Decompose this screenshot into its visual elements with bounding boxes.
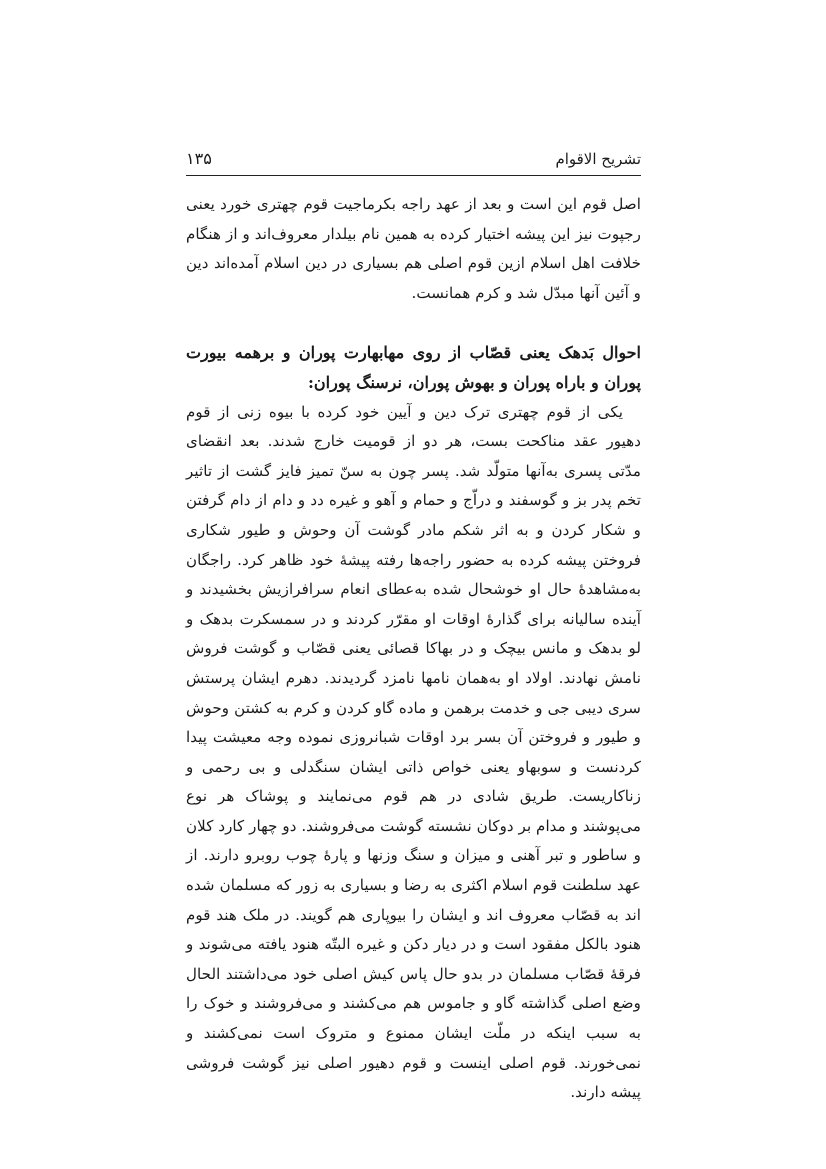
book-page	[186, 148, 641, 1108]
section-body-paragraph: یکی از قوم چهتری ترک دین و آیین خود کرده با بیوه زنی از قوم دهیور عقد مناکحت بست، هر دو از قومیت خارج شدند. بعد انقضای مدّتی پسری به‌آنها متولّد شد. پسر چون به سنّ تمیز فایز گشت از تاثیر تخم پدر بز و گوسفند و دراّج و حمام و آهو و غیره دد و دام از دام گرفتن و شکار کردن و به اثر شکم مادر گوشت آن وحوش و طیور شکاری فروختن پیشه کرده به حضور راجه‌ها رفته پیشهٔ خود ظاهر کرد. راجگان به‌مشاهدهٔ حال او خوشحال شده به‌عطای انعام سرافرازیش بخشیدند و آینده سالیانه برای گذارهٔ اوقات او مقرّر کردند و در سمسکرت بدهک و لو بدهک و مانس بیچک و در بهاکا قصائی یعنی قصّاب و گوشت فروش نامش نهادند. اولاد او به‌همان نامها نامزد گردیدند. دهرم ایشان پرستش سری دیبی جی و خدمت برهمن و ماده گاو کردن و کرم به کشتن وحوش و طیور و فروختن آن بسر برد اوقات شبانروزی نموده وجه معیشت پیدا کردنست و سوبهاو یعنی خواص ذاتی ایشان سنگدلی و بی رحمی و زناکاریست. طریق شادی در هم قوم می‌نمایند و پوشاک هر نوع می‌پوشند و مدام بر دوکان نشسته گوشت می‌فروشند. دو چهار کارد کلان و ساطور و تبر آهنی و میزان و سنگ وزنها و پارهٔ چوب روبرو دارند. از عهد سلطنت قوم اسلام اکثری به رضا و بسیاری به زور که مسلمان شده اند به قصّاب معروف اند و ایشان را بیوپاری هم گویند. در ملک هند قوم هنود بالکل مفقود است و در دیار دکن و غیره البتّه هنود یافته می‌شوند و فرقهٔ قصّاب مسلمان در بدو حال پاس کیش اصلی خود می‌داشتند الحال وضع اصلی گذاشته گاو و جاموس هم می‌کشند و می‌فروشند و خوک را به سبب اینکه در ملّت ایشان ممنوع و متروک است نمی‌کشند و نمی‌خورند. قوم اصلی اینست و قوم دهیور اصلی نیز گوشت فروشی پیشه دارند.	[186, 402, 641, 1102]
header-title: تشریح الاقوام	[555, 150, 641, 168]
section-heading: احوال بَدهک یعنی قصّاب از روی مهابهارت پوران و برهمه بیورت پوران و باراه پوران و بهوش پوران، نرسنگ پوران:	[186, 343, 641, 392]
running-header	[186, 148, 641, 176]
intro-paragraph: اصل قوم این است و بعد از عهد راجه بکرماجیت قوم چهتری خورد یعنی رجپوت نیز این پیشه اختیار کرده به همین نام بیلدار معروف‌اند و از هنگام خلافت اهل اسلام ازین قوم اصلی هم بسیاری در دین اسلام آمده‌اند دین و آئین آنها مبدّل شد و کرم همانست.	[186, 195, 641, 302]
body-text	[186, 190, 641, 1108]
page-number: ۱۳۵	[186, 149, 212, 168]
